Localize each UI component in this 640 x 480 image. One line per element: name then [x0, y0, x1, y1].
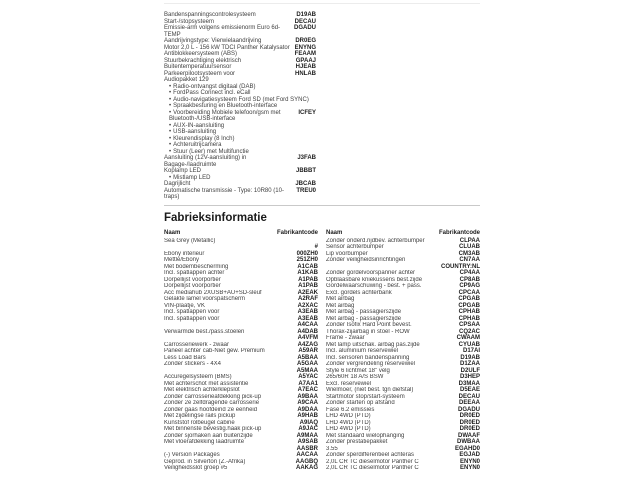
option-code: 251ZH0: [296, 257, 318, 263]
option-label: Incl. spatlappen voor: [164, 315, 220, 322]
option-code: 000ZH0: [296, 250, 318, 257]
option-code: CPGAB: [458, 302, 480, 309]
bullet-marker: •: [169, 90, 172, 96]
option-label: Incl. sensoren bandenspanning: [326, 354, 410, 361]
option-code: EGJAD: [459, 452, 480, 458]
option-code: DR0ED: [459, 419, 480, 426]
option-code: HJEAB: [295, 64, 316, 70]
spec-row: [164, 25, 316, 38]
option-label: Excl. gordels achterbank: [326, 289, 392, 296]
option-code: DGADU: [458, 406, 480, 413]
option-label: Thorax-zijairbag in stoel - ROW: [326, 328, 410, 335]
option-label: • FordPass Connect incl. eCall: [169, 90, 251, 96]
option-code: A1PAB: [298, 276, 318, 283]
option-code: ENYNG: [294, 44, 316, 51]
option-code: A3EAB: [297, 315, 318, 322]
option-label: Lip voorbumper: [326, 250, 368, 257]
option-label: Parkeerpilootsysteem voor: [164, 70, 236, 77]
option-code: JBBBT: [295, 168, 316, 174]
option-code: CPHAB: [458, 315, 480, 322]
option-code: CPSAA: [458, 322, 480, 328]
option-label: Met elektrisch achterklepslot: [164, 387, 240, 393]
option-code: FEAAM: [294, 51, 316, 57]
option-code: JBCAB: [295, 181, 316, 187]
left-rows: [164, 238, 318, 472]
bullet-marker: •: [169, 83, 172, 90]
option-label: Zonder starten op afstand: [326, 400, 395, 406]
option-code: D19AB: [460, 354, 480, 361]
option-label: Aansluiting (12V-aansluiting) in Bagage-/laadruimte: [164, 155, 247, 168]
option-code: A7EAC: [297, 387, 318, 393]
option-code: DR0EG: [295, 38, 316, 44]
option-label: • Stuur (Leer) met Multifunctie: [169, 148, 249, 155]
option-code: A5YAC: [298, 374, 318, 380]
option-code: CPGAB: [458, 296, 480, 302]
option-label: Met airbag - passagierszijde: [326, 309, 402, 315]
option-code: A9HAB: [297, 413, 318, 419]
bullet-marker: •: [169, 135, 172, 142]
option-code: DECAU: [294, 18, 316, 25]
option-code: AACAA: [296, 452, 318, 458]
spec-row: [326, 465, 480, 472]
option-label: LHD 4WD (PTD): [326, 419, 371, 426]
option-label: Ebony interieur: [164, 250, 205, 257]
option-label: Zonder sperdifferentieel achteras: [326, 452, 414, 458]
option-code: D5EAE: [459, 387, 480, 393]
option-label: (-) Version Packages: [164, 452, 220, 458]
option-label: Dorpellijst voorportier: [164, 276, 221, 283]
option-label: Met vloerafdekking laadruimte: [164, 439, 245, 445]
option-label: VIN-plaatje, VK: [164, 302, 206, 309]
option-code: CWAAM: [456, 335, 480, 341]
option-label: Kunststof rolbeugel cabine: [164, 419, 235, 426]
option-code: A7AA1: [298, 380, 318, 387]
option-label: • Mistlamp LED: [169, 174, 211, 181]
option-label: Acc mediahub 2XUSB+AU+SD-sleuf: [164, 289, 262, 296]
option-code: ENYN0: [459, 458, 480, 465]
option-code: CYUAB: [458, 341, 480, 348]
option-code: CPHAB: [458, 309, 480, 315]
option-label: Dagrijlicht: [164, 181, 191, 187]
option-label: Less Load Bars: [164, 354, 206, 361]
spec-row: [164, 465, 318, 472]
option-label: Zonder onderd.rijdbev. achterbumper: [326, 237, 425, 244]
option-code: A9DAA: [297, 406, 318, 413]
option-label: Zonder sjorhaken aan buitenzijde: [164, 432, 253, 439]
option-label: Incl. spatlappen voor: [164, 309, 220, 315]
option-code: D3MAA: [458, 380, 480, 387]
option-code: A9BAA: [297, 393, 318, 400]
option-label: Sensor achterbumper: [326, 244, 384, 250]
option-label: Frame - zwaar: [326, 335, 365, 341]
option-label: Paneel achter cab-Niet gew. Premium: [164, 348, 265, 354]
option-label: • Kleurendisplay (8 Inch): [169, 135, 235, 142]
option-code: DR0ED: [459, 413, 480, 419]
bullet-marker: •: [169, 174, 172, 181]
bullet-marker: •: [169, 103, 172, 109]
spec-row: [164, 361, 318, 368]
option-code: D19AB: [296, 12, 316, 18]
option-code: AAGBQ: [295, 458, 318, 465]
option-label: Gelakte lamel voorspatscherm: [164, 296, 246, 302]
option-code: EGAHD0: [454, 445, 480, 452]
spec-row: [164, 329, 318, 336]
spec-row: [164, 110, 316, 123]
bullet-marker: •: [169, 109, 172, 116]
option-code: HNLAB: [295, 70, 316, 77]
option-code: DR0ED: [459, 426, 480, 432]
option-label: Carrosseriewerk - zwaar: [164, 341, 230, 348]
option-label: Met binnenste bevestig.haak pick-up: [164, 426, 262, 432]
option-label: • Radio-ontvangst digitaal (DAB): [169, 83, 256, 90]
option-label: Zonder gaas hoofdeind 2e eenheid: [164, 406, 258, 413]
option-code: A2EAK: [297, 289, 318, 296]
option-code: A1KAB: [297, 270, 318, 276]
option-label: Zonder Isofix Hard Point bevest.: [326, 322, 412, 328]
option-label: 265/60R 18 A/S BSW: [326, 374, 384, 380]
option-label: Wielmoer, (niet best. tgn diefstal): [326, 387, 414, 393]
option-label: • Spraakbesturing en Bluetooth-interface: [169, 103, 278, 109]
option-code: TREU0: [296, 187, 316, 194]
option-label: Mettle/Ebony: [164, 257, 200, 263]
option-code: D2ULF: [460, 367, 480, 374]
option-label: Met airbag: [326, 302, 355, 309]
option-label: Audiopakket 129: [164, 77, 209, 83]
option-label: 2,0L CR TC dieselmotor Panther C: [326, 465, 419, 471]
option-label: Start-/stopsysteem: [164, 18, 215, 25]
right-rows: [326, 238, 480, 472]
option-label: LHD 4WD (PTD): [326, 426, 371, 432]
option-code: DGADU: [294, 25, 316, 31]
bullet-marker: •: [169, 148, 172, 155]
option-code: CQ2AC: [458, 328, 480, 335]
option-code: DEEAA: [458, 400, 480, 406]
option-code: GPAAJ: [295, 57, 316, 64]
section-divider: [164, 205, 480, 206]
option-code: ENYN0: [459, 465, 480, 471]
option-code: A4DAB: [297, 328, 318, 335]
option-code: CP8AB: [459, 276, 480, 283]
option-label: Excl. reservewiel: [326, 380, 372, 387]
option-label: Verwarmde best./pass.stoelen: [164, 328, 245, 335]
option-label: Sea Grey (Metallic): [164, 237, 216, 244]
bullet-marker: •: [169, 122, 172, 129]
option-label: • USB-aansluiting: [169, 129, 217, 135]
option-label: Motor 2,0 L - 156 kW TDCI Panther Katalysator: [164, 44, 290, 51]
header-fabrikantcode: Fabrikantcode: [438, 229, 480, 236]
option-code: A4CAA: [297, 322, 318, 328]
column-header-row: [164, 230, 318, 237]
option-label: Zonder veiligheidsinrichtingen: [326, 257, 406, 263]
option-label: Met airbag: [326, 296, 355, 302]
option-label: Antiblokkeersysteem (ABS): [164, 51, 238, 57]
option-code: CLPAA: [459, 237, 480, 244]
option-code: ICFEY: [298, 109, 316, 116]
option-label: Opblaasbare kniekussens best.zijde: [326, 276, 423, 283]
option-code: A1CAB: [297, 263, 318, 270]
option-label: Buitentemperatuursensor: [164, 64, 232, 70]
option-code: DWBAA: [457, 439, 480, 445]
option-label: 3.55: [326, 445, 338, 452]
option-code: A5GAA: [296, 361, 318, 367]
option-code: CM3AB: [458, 250, 480, 257]
factory-info-table: [164, 230, 480, 472]
spec-row: [164, 238, 318, 245]
option-label: Met lamp uitschak. airbag pas.zijde: [326, 341, 420, 348]
option-code: D3HEP: [459, 374, 480, 380]
option-code: A2RAF: [297, 296, 318, 302]
option-label: Met standaard wielophanging: [326, 432, 405, 439]
option-label: Accuregelsysteem (BMS): [164, 374, 232, 380]
option-label: • Voorbereiding Mobiele telefoon/gsm met Bluetooth-/USB-interface: [169, 109, 281, 122]
option-label: Stuurbekrachtiging elektrisch: [164, 57, 242, 64]
option-label: Automatische transmissie - Type: 10R80 (10-traps): [164, 187, 284, 200]
option-label: Style 6 lichtmet 18" velg: [326, 367, 390, 374]
option-label: Veiligheidsslot groep #5: [164, 465, 228, 471]
option-code: A3EAB: [297, 309, 318, 315]
option-label: Zonder vergrendeling reservewiel: [326, 361, 416, 367]
option-code: A9IAQ: [299, 419, 318, 426]
option-label: Zonder stickers - 4X4: [164, 361, 222, 367]
option-label: Startmotor stop/start-systeem: [326, 393, 405, 400]
option-label: Koplamp LED: [164, 168, 202, 174]
spec-row: [164, 155, 316, 168]
factory-info-right-column: [326, 230, 480, 472]
option-code: CLUAB: [459, 244, 480, 250]
option-label: Incl. spatlappen achter: [164, 270, 225, 276]
option-code: A4ZAG: [297, 341, 318, 348]
option-code: A9CAA: [297, 400, 318, 406]
bullet-marker: •: [169, 129, 172, 135]
option-code: J3FAB: [297, 155, 316, 161]
option-code: CN7AA: [459, 257, 480, 263]
option-code: CP9AG: [459, 283, 480, 289]
option-code: A9MAA: [296, 432, 318, 439]
option-code: D17AI: [462, 348, 480, 354]
option-label: Dorpellijst voorportier: [164, 283, 221, 289]
option-label: Met airbag - passagierszijde: [326, 315, 402, 322]
option-code: D1ZAA: [459, 361, 480, 367]
header-fabrikantcode: Fabrikantcode: [276, 229, 318, 236]
option-label: Zonder 2e zelfdragende carrosserie: [164, 400, 260, 406]
bullet-marker: •: [169, 142, 172, 148]
top-divider: [164, 3, 480, 4]
option-code: AASBR: [296, 445, 318, 452]
option-label: • Audio-navigatiesysteem Ford SD (met Ford SYNC): [169, 96, 309, 103]
spec-row: [164, 439, 318, 446]
option-label: Met zijdelingse rails pickup: [164, 413, 236, 419]
option-label: LHD 4WD (PTD): [326, 413, 371, 419]
option-label: Bandenspanningscontrolesysteem: [164, 12, 256, 18]
option-code: A59AR: [298, 348, 318, 354]
header-naam: Naam: [164, 229, 181, 236]
option-label: Met achterschot met assistentie: [164, 380, 249, 387]
option-code: A2XAC: [297, 302, 318, 309]
option-label: Met bodembescherming: [164, 263, 229, 270]
option-code: A5BAA: [297, 354, 318, 361]
option-code: A1PAB: [298, 283, 318, 289]
option-label: • Achteruitrijcamera: [169, 142, 222, 148]
bullet-marker: •: [169, 96, 172, 103]
section-title: Fabrieksinformatie: [164, 211, 267, 224]
option-label: Gordelwaarschuwing - best. + pass.: [326, 283, 422, 289]
option-code: CP4AA: [459, 270, 480, 276]
option-code: #: [314, 244, 318, 250]
spec-row: [164, 188, 316, 201]
option-code: COUNTRY:NL: [441, 263, 480, 270]
option-label: 2,0L CR TC dieselmotor Panther C: [326, 458, 419, 465]
option-code: AAKAG: [296, 465, 318, 471]
option-code: DWAAF: [458, 432, 480, 439]
option-label: Geprod. in Silverton (Z.-Afrika): [164, 458, 246, 465]
option-code: A9SAB: [297, 439, 318, 445]
option-label: Zonder prestatiepakket: [326, 439, 388, 445]
option-label: Aandrijvingstype: Vierwielaandrijving: [164, 38, 262, 44]
option-label: • AUX-IN-aansluiting: [169, 122, 225, 129]
option-code: CPCAA: [458, 289, 480, 296]
option-label: Zonder carrosserieafdekking pick-up: [164, 393, 262, 400]
option-code: A5MAA: [296, 367, 318, 374]
option-code: A9JAC: [298, 426, 318, 432]
spec-row: [164, 316, 318, 323]
option-code: A4VFM: [297, 335, 318, 341]
option-label: Fase 6.2 emissies: [326, 406, 375, 413]
factory-info-left-column: [164, 230, 318, 472]
option-label: Incl. aluminium reservewiel: [326, 348, 399, 354]
option-code: DECAU: [458, 393, 480, 400]
document-content: [164, 0, 480, 472]
vehicle-options-table: [164, 12, 316, 201]
option-label: Zonder gordelvoorspanner achter: [326, 270, 416, 276]
header-naam: Naam: [326, 229, 343, 236]
column-header-row: [326, 230, 480, 237]
option-label: Emissie-arm volgens emissienorm Euro 6d-TEMP: [164, 25, 281, 38]
